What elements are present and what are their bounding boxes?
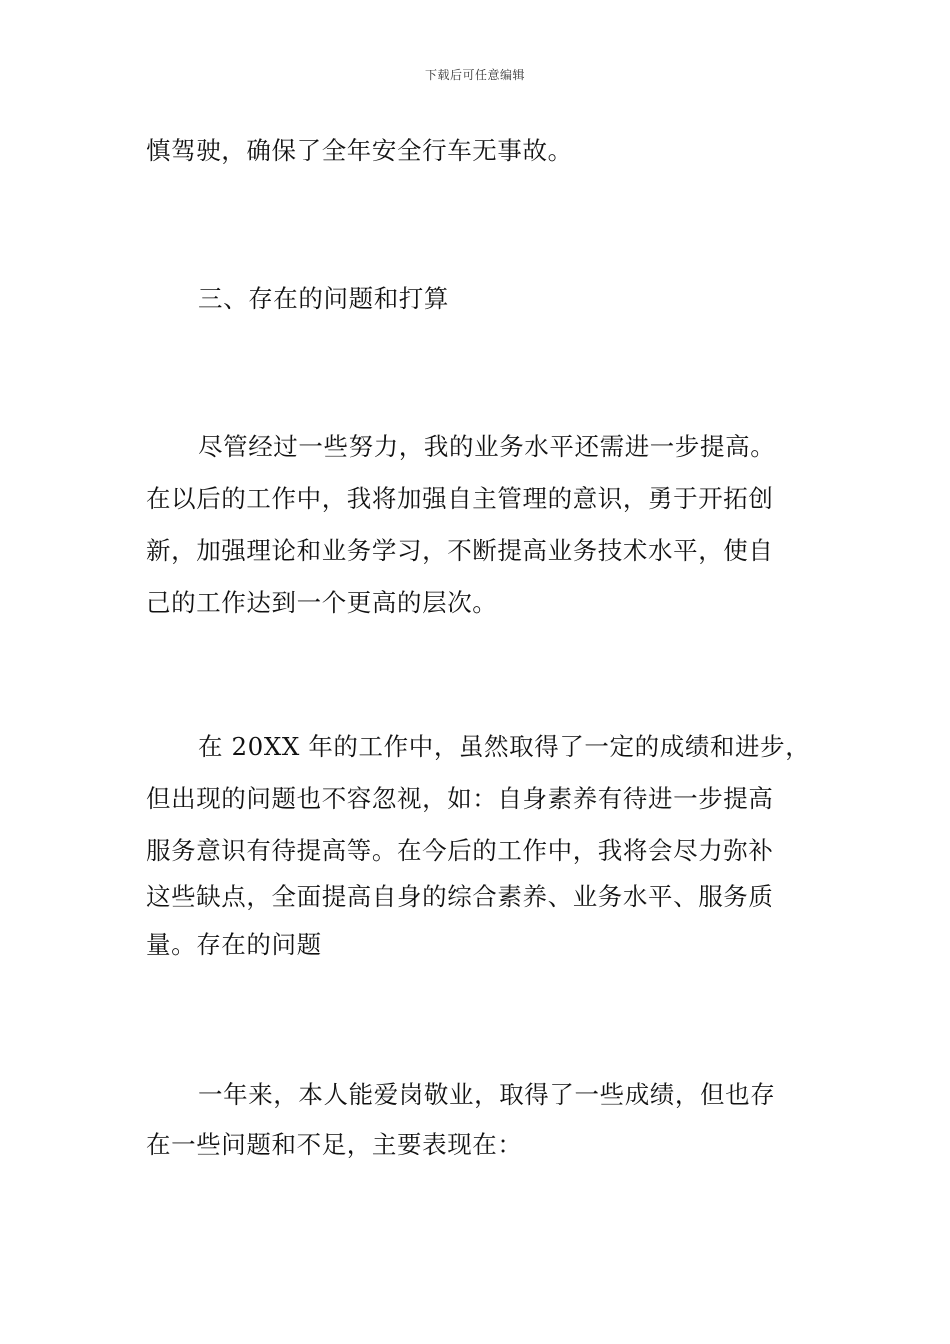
paragraph-line: 己的工作达到一个更高的层次。 xyxy=(146,588,498,617)
paragraph-line: 这些缺点，全面提高自身的综合素养、业务水平、服务质 xyxy=(146,882,774,911)
paragraph-line: 在 20XX 年的工作中，虽然取得了一定的成绩和进步， xyxy=(198,732,811,761)
section-heading: 三、存在的问题和打算 xyxy=(198,284,449,313)
paragraph-line: 新，加强理论和业务学习，不断提高业务技术水平，使自 xyxy=(146,536,774,565)
paragraph-line: 慎驾驶，确保了全年安全行车无事故。 xyxy=(146,136,573,165)
paragraph-line: 量。存在的问题 xyxy=(146,930,322,959)
paragraph-line: 在一些问题和不足，主要表现在： xyxy=(146,1130,523,1159)
page-header-note: 下载后可任意编辑 xyxy=(424,68,525,82)
paragraph-line: 一年来，本人能爱岗敬业，取得了一些成绩，但也存 xyxy=(198,1080,776,1109)
paragraph-line: 尽管经过一些努力，我的业务水平还需进一步提高。 xyxy=(198,432,776,461)
paragraph-line: 服务意识有待提高等。在今后的工作中，我将会尽力弥补 xyxy=(146,836,774,865)
paragraph-line: 但出现的问题也不容忽视，如：自身素养有待进一步提高 xyxy=(146,784,774,813)
paragraph-line: 在以后的工作中，我将加强自主管理的意识，勇于开拓创 xyxy=(146,484,774,513)
